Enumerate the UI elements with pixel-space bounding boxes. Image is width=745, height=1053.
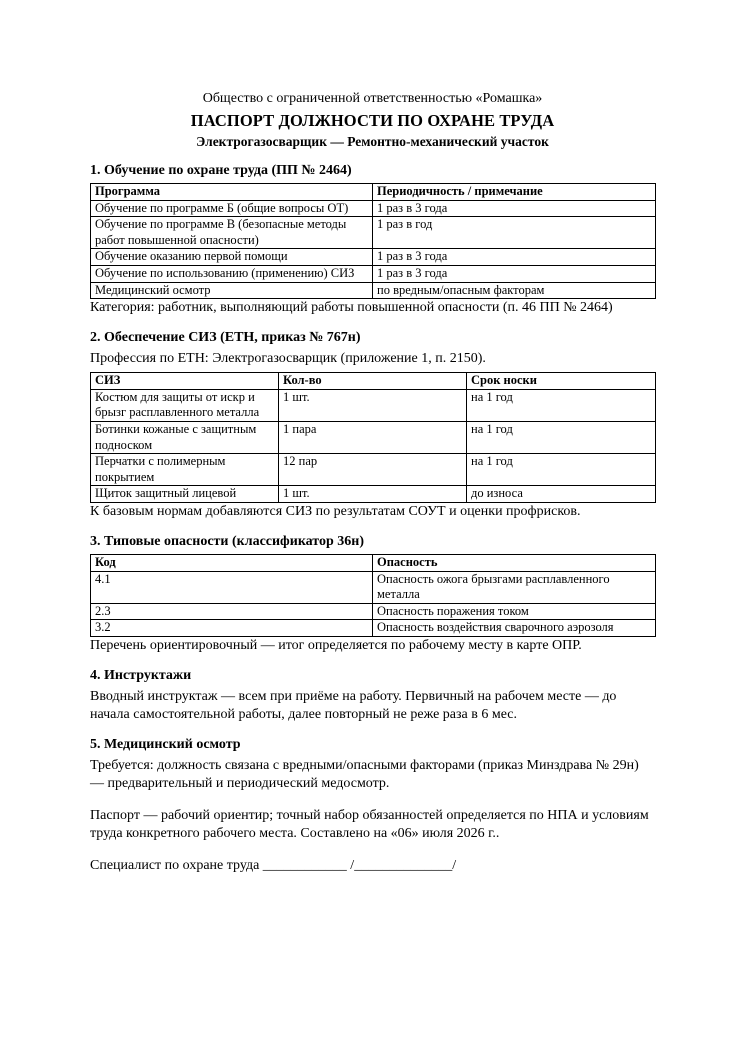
signature-line: Специалист по охране труда ____________ /______________/ <box>90 857 457 873</box>
table-cell: Обучение по программе Б (общие вопросы ОТ) <box>91 200 373 217</box>
section-4-text: Вводный инструктаж — всем при приёме на работу. Первичный на рабочем месте — до начала самостоятельной работы, далее повторный не реже раза в 6 мес. <box>90 688 617 722</box>
ppe-table <box>90 372 656 503</box>
table-cell: 1 пара <box>279 421 467 453</box>
table-cell: 1 раз в 3 года <box>373 265 656 282</box>
column-header: Опасность <box>373 554 656 571</box>
organization-name: Общество с ограниченной ответственностью «Ромашка» <box>202 91 543 106</box>
section-3-note: Перечень ориентировочный — итог определяется по рабочему месту в карте ОПР. <box>90 637 582 653</box>
table-cell: Перчатки с полимерным покрытием <box>91 454 279 486</box>
table-cell: на 1 год <box>467 389 656 421</box>
section-3-heading: 3. Типовые опасности (классификатор 36н) <box>90 533 365 549</box>
table-row <box>91 389 656 421</box>
table-cell: Щиток защитный лицевой <box>91 486 279 503</box>
column-header: Периодичность / примечание <box>373 184 656 201</box>
table-cell: 4.1 <box>91 571 373 603</box>
section-5-text: Требуется: должность связана с вредными/опасными факторами (приказ Минздрава № 29н) — предварительный и периодический медосмотр. <box>90 757 639 791</box>
table-row <box>91 282 656 299</box>
hazards-table <box>90 554 656 637</box>
table-cell: до износа <box>467 486 656 503</box>
section-1-note: Категория: работник, выполняющий работы повышенной опасности (п. 46 ПП № 2464) <box>90 300 613 316</box>
training-table <box>90 183 656 299</box>
table-cell: 2.3 <box>91 603 373 620</box>
table-row <box>91 217 656 249</box>
table-row <box>91 265 656 282</box>
table-cell: Ботинки кожаные с защитным подноском <box>91 421 279 453</box>
section-1-heading: 1. Обучение по охране труда (ПП № 2464) <box>90 163 352 178</box>
section-2-note: К базовым нормам добавляются СИЗ по результатам СОУТ и оценки профрисков. <box>90 503 581 519</box>
column-header: Кол-во <box>279 373 467 390</box>
section-4-heading: 4. Инструктажи <box>90 667 192 683</box>
table-row <box>91 603 656 620</box>
column-header: Код <box>91 554 373 571</box>
section-2-heading: 2. Обеспечение СИЗ (ЕТН, приказ № 767н) <box>90 330 361 346</box>
column-header: Программа <box>91 184 373 201</box>
table-cell: 1 раз в год <box>373 217 656 249</box>
table-cell: Опасность воздействия сварочного аэрозоля <box>373 620 656 637</box>
table-header-row <box>91 554 656 571</box>
table-header-row <box>91 184 656 201</box>
column-header: Срок носки <box>467 373 656 390</box>
document-subtitle: Электрогазосварщик — Ремонтно-механический участок <box>196 134 549 149</box>
document-page <box>90 90 655 875</box>
table-cell: Опасность поражения током <box>373 603 656 620</box>
table-cell: Опасность ожога брызгами расплавленного металла <box>373 571 656 603</box>
table-header-row <box>91 373 656 390</box>
table-cell: Обучение по использованию (применению) СИЗ <box>91 265 373 282</box>
table-cell: Костюм для защиты от искр и брызг расплавленного металла <box>91 389 279 421</box>
table-row <box>91 486 656 503</box>
table-cell: на 1 год <box>467 454 656 486</box>
table-cell: на 1 год <box>467 421 656 453</box>
table-cell: по вредным/опасным факторам <box>373 282 656 299</box>
section-2-intro: Профессия по ЕТН: Электрогазосварщик (приложение 1, п. 2150). <box>90 351 486 367</box>
table-cell: 3.2 <box>91 620 373 637</box>
table-row <box>91 454 656 486</box>
table-cell: Обучение оказанию первой помощи <box>91 249 373 266</box>
table-cell: 1 шт. <box>279 389 467 421</box>
table-cell: Медицинский осмотр <box>91 282 373 299</box>
table-cell: 12 пар <box>279 454 467 486</box>
document-title: ПАСПОРТ ДОЛЖНОСТИ ПО ОХРАНЕ ТРУДА <box>190 111 555 130</box>
table-cell: 1 раз в 3 года <box>373 249 656 266</box>
table-cell: Обучение по программе В (безопасные методы работ повышенной опасности) <box>91 217 373 249</box>
table-cell: 1 раз в 3 года <box>373 200 656 217</box>
footer-note: Паспорт — рабочий ориентир; точный набор обязанностей определяется по НПА и условиям труда конкретного рабочего места. Составлено на «06» июля 2026 г.. <box>90 807 649 841</box>
table-row <box>91 620 656 637</box>
table-cell: 1 шт. <box>279 486 467 503</box>
table-row <box>91 200 656 217</box>
table-row <box>91 249 656 266</box>
table-row <box>91 421 656 453</box>
column-header: СИЗ <box>91 373 279 390</box>
table-row <box>91 571 656 603</box>
section-5-heading: 5. Медицинский осмотр <box>90 736 241 752</box>
